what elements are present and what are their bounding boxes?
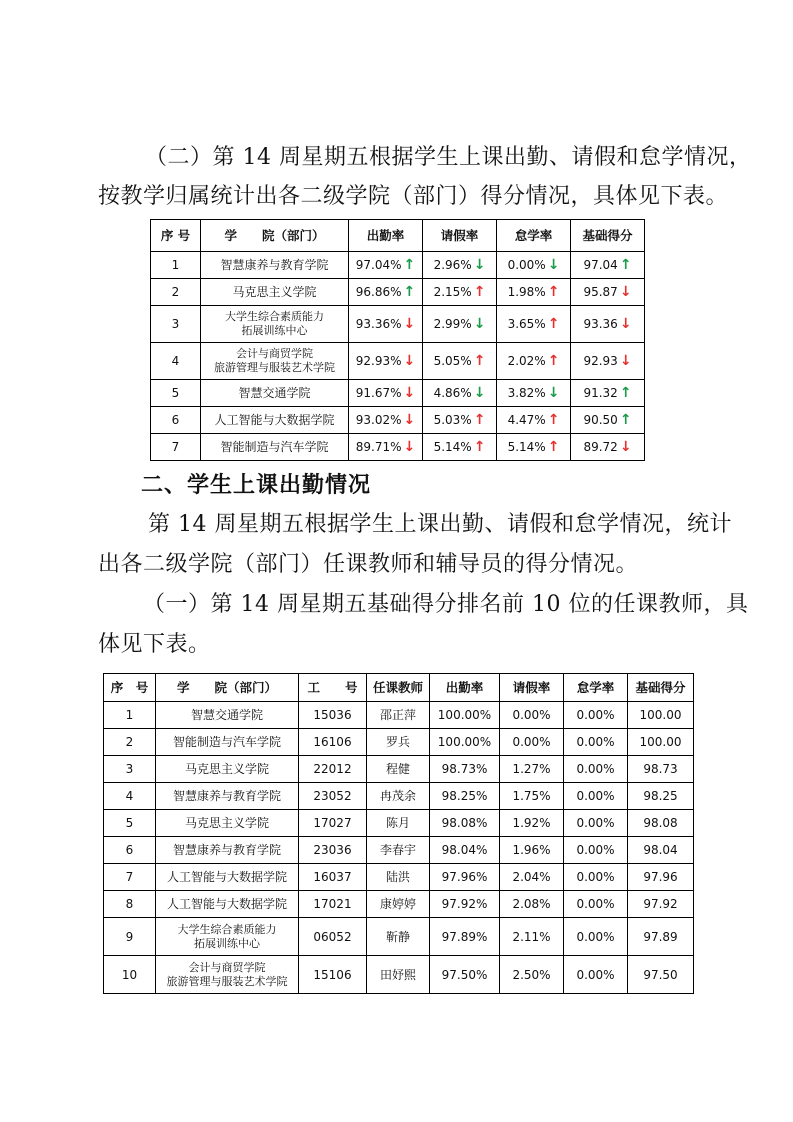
college-name-line: 智慧康养与教育学院 bbox=[172, 843, 281, 857]
leave-rate: 2.50% bbox=[500, 956, 564, 994]
intro-line-1: （二）第 14 周星期五根据学生上课出勤、请假和怠学情况， bbox=[145, 145, 752, 170]
table1-header-cell: 请假率 bbox=[423, 220, 497, 252]
arrow-down-icon: ↓ bbox=[619, 316, 632, 332]
absence-rate bbox=[497, 407, 571, 434]
table2-header-cell: 基础得分 bbox=[628, 674, 694, 702]
table-row bbox=[151, 343, 645, 380]
row-number: 2 bbox=[104, 729, 156, 756]
college-cell bbox=[201, 407, 349, 434]
leave-rate-value: 2.96% bbox=[433, 258, 472, 272]
attendance-rate bbox=[349, 380, 423, 407]
row-number: 5 bbox=[104, 810, 156, 837]
teacher-name: 陈月 bbox=[367, 810, 430, 837]
arrow-down-icon: ↓ bbox=[619, 353, 632, 369]
attendance-rate: 98.25% bbox=[430, 783, 500, 810]
college-name-line: 会计与商贸学院 bbox=[236, 347, 313, 360]
college-cell bbox=[156, 783, 299, 810]
table-row bbox=[104, 783, 694, 810]
college-name-line: 旅游管理与服装艺术学院 bbox=[214, 361, 335, 374]
leave-rate-value: 2.99% bbox=[433, 317, 472, 331]
table2-header-cell: 请假率 bbox=[500, 674, 564, 702]
row-number: 7 bbox=[151, 434, 201, 461]
absence-rate: 0.00% bbox=[564, 837, 628, 864]
teacher-name: 靳静 bbox=[367, 918, 430, 956]
base-score-value: 93.36 bbox=[583, 317, 618, 331]
college-cell bbox=[156, 837, 299, 864]
arrow-up-icon: ↑ bbox=[619, 412, 632, 428]
table1-header-cell: 序 号 bbox=[151, 220, 201, 252]
leave-rate bbox=[423, 306, 497, 343]
arrow-down-icon: ↓ bbox=[473, 385, 486, 401]
absence-rate bbox=[497, 279, 571, 306]
college-cell bbox=[156, 756, 299, 783]
attendance-rate: 98.73% bbox=[430, 756, 500, 783]
arrow-up-icon: ↑ bbox=[473, 439, 486, 455]
leave-rate bbox=[423, 252, 497, 279]
table-row bbox=[151, 279, 645, 306]
teacher-ranking-table bbox=[103, 673, 694, 994]
teacher-name: 冉茂余 bbox=[367, 783, 430, 810]
section-para-2-line-1: （一）第 14 周星期五基础得分排名前 10 位的任课教师，具 bbox=[143, 592, 749, 617]
leave-rate-value: 5.03% bbox=[433, 413, 472, 427]
arrow-up-icon: ↑ bbox=[619, 385, 632, 401]
row-number: 3 bbox=[151, 306, 201, 343]
attendance-rate-value: 93.02% bbox=[355, 413, 402, 427]
base-score bbox=[571, 380, 645, 407]
arrow-down-icon: ↓ bbox=[619, 284, 632, 300]
row-number: 10 bbox=[104, 956, 156, 994]
attendance-rate-value: 91.67% bbox=[355, 386, 402, 400]
base-score: 97.92 bbox=[628, 891, 694, 918]
leave-rate: 1.27% bbox=[500, 756, 564, 783]
arrow-down-icon: ↓ bbox=[473, 257, 486, 273]
employee-id: 22012 bbox=[299, 756, 367, 783]
base-score-value: 95.87 bbox=[583, 285, 618, 299]
absence-rate: 0.00% bbox=[564, 756, 628, 783]
college-name-line: 智慧交通学院 bbox=[190, 708, 263, 722]
attendance-rate-value: 96.86% bbox=[355, 285, 402, 299]
arrow-up-icon: ↑ bbox=[547, 316, 560, 332]
absence-rate: 0.00% bbox=[564, 891, 628, 918]
employee-id: 16106 bbox=[299, 729, 367, 756]
table1-header-cell: 怠学率 bbox=[497, 220, 571, 252]
arrow-up-icon: ↑ bbox=[473, 284, 486, 300]
table-row bbox=[151, 380, 645, 407]
attendance-rate: 97.89% bbox=[430, 918, 500, 956]
intro-line-2: 按教学归属统计出各二级学院（部门）得分情况，具体见下表。 bbox=[98, 184, 729, 209]
leave-rate: 2.04% bbox=[500, 864, 564, 891]
table-row bbox=[104, 729, 694, 756]
attendance-rate-value: 92.93% bbox=[355, 354, 402, 368]
college-cell bbox=[156, 702, 299, 729]
table-row bbox=[104, 702, 694, 729]
attendance-rate: 97.92% bbox=[430, 891, 500, 918]
arrow-down-icon: ↓ bbox=[473, 316, 486, 332]
attendance-rate bbox=[349, 343, 423, 380]
base-score-value: 90.50 bbox=[583, 413, 618, 427]
teacher-name: 李春宇 bbox=[367, 837, 430, 864]
table-row bbox=[104, 756, 694, 783]
base-score: 98.08 bbox=[628, 810, 694, 837]
leave-rate bbox=[423, 407, 497, 434]
attendance-rate bbox=[349, 252, 423, 279]
leave-rate: 2.11% bbox=[500, 918, 564, 956]
attendance-rate: 100.00% bbox=[430, 702, 500, 729]
absence-rate bbox=[497, 252, 571, 279]
table2-header-cell: 任课教师 bbox=[367, 674, 430, 702]
attendance-rate-value: 93.36% bbox=[355, 317, 402, 331]
teacher-name: 罗兵 bbox=[367, 729, 430, 756]
leave-rate-value: 5.05% bbox=[433, 354, 472, 368]
leave-rate: 1.96% bbox=[500, 837, 564, 864]
leave-rate bbox=[423, 380, 497, 407]
base-score bbox=[571, 252, 645, 279]
base-score: 100.00 bbox=[628, 702, 694, 729]
leave-rate bbox=[423, 279, 497, 306]
college-name-line: 大学生综合素质能力 bbox=[225, 310, 324, 323]
teacher-name: 陆洪 bbox=[367, 864, 430, 891]
college-cell bbox=[156, 810, 299, 837]
arrow-up-icon: ↑ bbox=[473, 412, 486, 428]
attendance-rate: 100.00% bbox=[430, 729, 500, 756]
college-cell bbox=[201, 252, 349, 279]
college-cell bbox=[156, 891, 299, 918]
table1-header-cell: 基础得分 bbox=[571, 220, 645, 252]
base-score: 97.50 bbox=[628, 956, 694, 994]
college-cell bbox=[156, 956, 299, 994]
college-name-line: 智能制造与汽车学院 bbox=[172, 735, 281, 749]
arrow-up-icon: ↑ bbox=[473, 353, 486, 369]
base-score: 97.89 bbox=[628, 918, 694, 956]
base-score bbox=[571, 279, 645, 306]
absence-rate bbox=[497, 306, 571, 343]
table-row bbox=[104, 810, 694, 837]
employee-id: 16037 bbox=[299, 864, 367, 891]
college-cell bbox=[201, 343, 349, 380]
employee-id: 15036 bbox=[299, 702, 367, 729]
row-number: 7 bbox=[104, 864, 156, 891]
table2-header-cell: 学 院（部门） bbox=[156, 674, 299, 702]
college-name-line: 会计与商贸学院 bbox=[188, 960, 266, 974]
base-score bbox=[571, 434, 645, 461]
base-score bbox=[571, 407, 645, 434]
arrow-down-icon: ↓ bbox=[619, 439, 632, 455]
leave-rate: 2.08% bbox=[500, 891, 564, 918]
college-name-line: 旅游管理与服装艺术学院 bbox=[166, 974, 288, 988]
absence-rate bbox=[497, 343, 571, 380]
table2-header-cell: 怠学率 bbox=[564, 674, 628, 702]
base-score bbox=[571, 306, 645, 343]
table1-header-cell: 学 院（部门） bbox=[201, 220, 349, 252]
arrow-down-icon: ↓ bbox=[403, 316, 416, 332]
leave-rate bbox=[423, 343, 497, 380]
attendance-rate bbox=[349, 434, 423, 461]
absence-rate: 0.00% bbox=[564, 956, 628, 994]
attendance-rate-value: 89.71% bbox=[355, 440, 402, 454]
college-cell bbox=[201, 279, 349, 306]
employee-id: 23036 bbox=[299, 837, 367, 864]
arrow-down-icon: ↓ bbox=[403, 353, 416, 369]
absence-rate bbox=[497, 434, 571, 461]
employee-id: 17027 bbox=[299, 810, 367, 837]
row-number: 5 bbox=[151, 380, 201, 407]
base-score: 98.73 bbox=[628, 756, 694, 783]
college-name-line: 人工智能与大数据学院 bbox=[166, 870, 287, 884]
leave-rate: 1.75% bbox=[500, 783, 564, 810]
college-name-line: 马克思主义学院 bbox=[184, 816, 269, 830]
arrow-down-icon: ↓ bbox=[547, 385, 560, 401]
table2-header-cell: 出勤率 bbox=[430, 674, 500, 702]
absence-rate-value: 3.82% bbox=[507, 386, 546, 400]
section-para-1-line-2: 出各二级学院（部门）任课教师和辅导员的得分情况。 bbox=[98, 552, 639, 577]
leave-rate-value: 4.86% bbox=[433, 386, 472, 400]
employee-id: 15106 bbox=[299, 956, 367, 994]
arrow-down-icon: ↓ bbox=[547, 257, 560, 273]
college-name-line: 马克思主义学院 bbox=[232, 285, 317, 299]
attendance-rate bbox=[349, 279, 423, 306]
teacher-name: 程健 bbox=[367, 756, 430, 783]
absence-rate: 0.00% bbox=[564, 864, 628, 891]
absence-rate: 0.00% bbox=[564, 810, 628, 837]
employee-id: 06052 bbox=[299, 918, 367, 956]
arrow-up-icon: ↑ bbox=[403, 257, 416, 273]
arrow-up-icon: ↑ bbox=[547, 353, 560, 369]
table-row bbox=[104, 891, 694, 918]
row-number: 3 bbox=[104, 756, 156, 783]
base-score bbox=[571, 343, 645, 380]
college-name-line: 人工智能与大数据学院 bbox=[214, 413, 335, 427]
college-name-line: 人工智能与大数据学院 bbox=[166, 897, 287, 911]
absence-rate-value: 2.02% bbox=[507, 354, 546, 368]
table-row bbox=[151, 252, 645, 279]
absence-rate: 0.00% bbox=[564, 702, 628, 729]
arrow-up-icon: ↑ bbox=[547, 439, 560, 455]
attendance-rate-value: 97.04% bbox=[355, 258, 402, 272]
college-cell bbox=[156, 864, 299, 891]
leave-rate-value: 2.15% bbox=[433, 285, 472, 299]
row-number: 6 bbox=[151, 407, 201, 434]
leave-rate: 0.00% bbox=[500, 729, 564, 756]
base-score-value: 97.04 bbox=[583, 258, 618, 272]
college-name-line: 智慧康养与教育学院 bbox=[172, 789, 281, 803]
attendance-rate bbox=[349, 306, 423, 343]
attendance-rate: 98.04% bbox=[430, 837, 500, 864]
base-score: 98.25 bbox=[628, 783, 694, 810]
arrow-down-icon: ↓ bbox=[403, 385, 416, 401]
table-row bbox=[151, 407, 645, 434]
college-cell bbox=[156, 918, 299, 956]
base-score-value: 92.93 bbox=[583, 354, 618, 368]
college-cell bbox=[201, 306, 349, 343]
attendance-rate bbox=[349, 407, 423, 434]
row-number: 2 bbox=[151, 279, 201, 306]
employee-id: 17021 bbox=[299, 891, 367, 918]
arrow-up-icon: ↑ bbox=[547, 284, 560, 300]
section-heading: 二、学生上课出勤情况 bbox=[141, 473, 372, 498]
base-score-value: 91.32 bbox=[583, 386, 618, 400]
base-score-value: 89.72 bbox=[583, 440, 618, 454]
table-row bbox=[104, 918, 694, 956]
employee-id: 23052 bbox=[299, 783, 367, 810]
row-number: 1 bbox=[104, 702, 156, 729]
arrow-up-icon: ↑ bbox=[619, 257, 632, 273]
attendance-rate: 98.08% bbox=[430, 810, 500, 837]
leave-rate-value: 5.14% bbox=[433, 440, 472, 454]
row-number: 6 bbox=[104, 837, 156, 864]
absence-rate-value: 0.00% bbox=[507, 258, 546, 272]
college-name-line: 拓展训练中心 bbox=[194, 936, 260, 950]
table-row bbox=[151, 434, 645, 461]
table2-header-cell: 工 号 bbox=[299, 674, 367, 702]
absence-rate-value: 3.65% bbox=[507, 317, 546, 331]
row-number: 1 bbox=[151, 252, 201, 279]
arrow-down-icon: ↓ bbox=[403, 439, 416, 455]
arrow-up-icon: ↑ bbox=[547, 412, 560, 428]
absence-rate-value: 5.14% bbox=[507, 440, 546, 454]
college-name-line: 大学生综合素质能力 bbox=[177, 922, 277, 936]
row-number: 4 bbox=[104, 783, 156, 810]
college-cell bbox=[156, 729, 299, 756]
table-row bbox=[104, 956, 694, 994]
leave-rate bbox=[423, 434, 497, 461]
table1-header-cell: 出勤率 bbox=[349, 220, 423, 252]
base-score: 98.04 bbox=[628, 837, 694, 864]
leave-rate: 0.00% bbox=[500, 702, 564, 729]
table-row bbox=[151, 306, 645, 343]
attendance-rate: 97.50% bbox=[430, 956, 500, 994]
row-number: 4 bbox=[151, 343, 201, 380]
table-row bbox=[104, 864, 694, 891]
absence-rate: 0.00% bbox=[564, 729, 628, 756]
college-cell bbox=[201, 380, 349, 407]
absence-rate-value: 1.98% bbox=[507, 285, 546, 299]
college-name-line: 智慧交通学院 bbox=[238, 386, 311, 400]
section-para-2-line-2: 体见下表。 bbox=[98, 632, 211, 657]
absence-rate: 0.00% bbox=[564, 918, 628, 956]
college-name-line: 马克思主义学院 bbox=[184, 762, 269, 776]
college-name-line: 拓展训练中心 bbox=[241, 324, 308, 337]
teacher-name: 田妤熙 bbox=[367, 956, 430, 994]
section-para-1-line-1: 第 14 周星期五根据学生上课出勤、请假和怠学情况，统计 bbox=[148, 512, 732, 537]
arrow-down-icon: ↓ bbox=[403, 412, 416, 428]
college-score-table bbox=[150, 219, 645, 461]
college-name-line: 智能制造与汽车学院 bbox=[220, 440, 329, 454]
college-name-line: 智慧康养与教育学院 bbox=[220, 258, 329, 272]
teacher-name: 邵正萍 bbox=[367, 702, 430, 729]
absence-rate bbox=[497, 380, 571, 407]
base-score: 100.00 bbox=[628, 729, 694, 756]
absence-rate-value: 4.47% bbox=[507, 413, 546, 427]
leave-rate: 1.92% bbox=[500, 810, 564, 837]
base-score: 97.96 bbox=[628, 864, 694, 891]
table-row bbox=[104, 837, 694, 864]
teacher-name: 康婷婷 bbox=[367, 891, 430, 918]
row-number: 9 bbox=[104, 918, 156, 956]
attendance-rate: 97.96% bbox=[430, 864, 500, 891]
absence-rate: 0.00% bbox=[564, 783, 628, 810]
table2-header-cell: 序 号 bbox=[104, 674, 156, 702]
college-cell bbox=[201, 434, 349, 461]
row-number: 8 bbox=[104, 891, 156, 918]
arrow-up-icon: ↑ bbox=[403, 284, 416, 300]
